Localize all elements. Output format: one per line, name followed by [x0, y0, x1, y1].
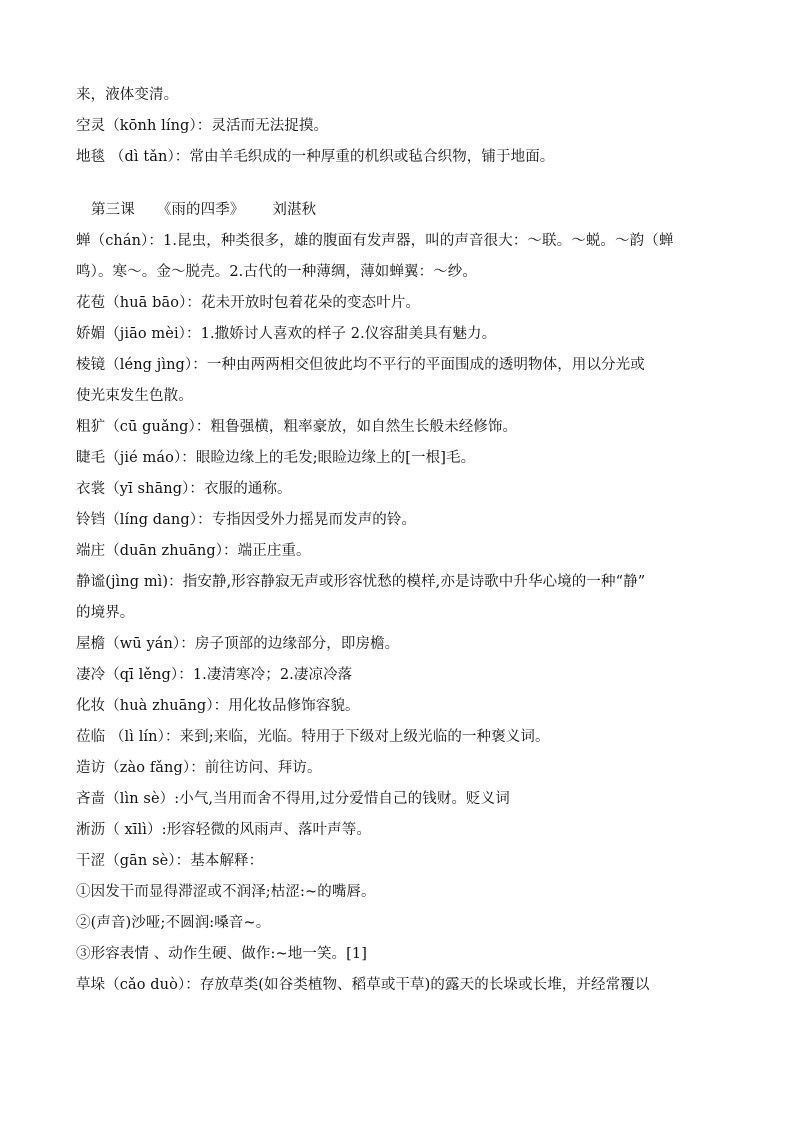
lesson-heading — [76, 195, 720, 226]
lesson-number: 第三课 — [91, 202, 135, 218]
vocab-entry: 淅沥（ xīlì）:形容轻微的风雨声、落叶声等。 — [76, 822, 371, 838]
vocab-entry: 静谧(jìng mì)：指安静,形容静寂无声或形容忧愁的模样,亦是诗歌中升华心境的一种“静” — [76, 574, 646, 590]
text-line: 来，液体变清。 — [76, 87, 179, 103]
vocab-entry: 粗犷（cū guǎng）：粗鲁强横，粗率豪放，如自然生长般未经修饰。 — [76, 419, 518, 435]
paragraph-gap — [76, 173, 720, 195]
vocab-entry: 凄冷（qī lěng）：1.凄清寒冷；2.凄凉冷落 — [76, 667, 353, 683]
document-body — [76, 80, 720, 1001]
vocab-entry: 棱镜（léng jìng）：一种由两两相交但彼此均不平行的平面围成的透明物体，用以分光或 — [76, 357, 645, 373]
lesson-title: 《雨的四季》 — [156, 202, 245, 218]
vocab-entry: 娇媚（jiāo mèi）：1.撒娇讨人喜欢的样子 2.仪容甜美具有魅力。 — [76, 326, 497, 342]
text-line: 空灵（kōnh líng）：灵活而无法捉摸。 — [76, 118, 329, 134]
vocab-entry: ②(声音)沙哑;不圆润:嗓音~。 — [76, 915, 271, 931]
vocab-entry: 花苞（huā bāo）：花未开放时包着花朵的变态叶片。 — [76, 295, 421, 311]
text-line: 地毯 （dì tǎn）：常由羊毛织成的一种厚重的机织或毡合织物，铺于地面。 — [76, 149, 555, 165]
vocab-entry: 睫毛（jié máo）：眼睑边缘上的毛发;眼睑边缘上的[一根]毛。 — [76, 450, 476, 466]
vocab-entry: 鸣）。寒～。金～脱壳。2.古代的一种薄绸，薄如蝉翼：～纱。 — [76, 264, 477, 280]
vocab-entry: ①因发干而显得滞涩或不润泽;枯涩:~的嘴唇。 — [76, 884, 376, 900]
vocab-entry: 干涩（gān sè）：基本解释： — [76, 853, 264, 869]
vocab-entry: 草垛（cǎo duò）：存放草类(如谷类植物、稻草或干草)的露天的长垛或长堆，并经常覆以 — [76, 977, 650, 993]
vocab-entry: 吝啬（lìn sè）:小气,当用而舍不得用,过分爱惜自己的钱财。贬义词 — [76, 791, 510, 807]
vocab-entry: ③形容表情 、动作生硬、做作:~地一笑。[1] — [76, 946, 367, 962]
vocab-entry: 衣裳（yī shāng）：衣服的通称。 — [76, 481, 292, 497]
vocab-entry: 铃铛（líng dang）：专指因受外力摇晃而发声的铃。 — [76, 512, 417, 528]
vocab-entry: 化妆（huà zhuāng）：用化妆品修饰容貌。 — [76, 698, 360, 714]
vocab-entry: 屋檐（wū yán）：房子顶部的边缘部分，即房檐。 — [76, 636, 400, 652]
vocab-entry: 造访（zào fǎng）：前往访问、拜访。 — [76, 760, 322, 776]
vocab-entry: 端庄（duān zhuāng）：端正庄重。 — [76, 543, 311, 559]
vocab-entry: 蝉（chán）：1.昆虫，种类很多，雄的腹面有发声器，叫的声音很大：～联。～蜕。～韵（蝉 — [76, 233, 674, 249]
vocab-entry: 的境界。 — [76, 605, 135, 621]
lesson-author: 刘湛秋 — [272, 202, 317, 218]
vocab-entry: 莅临 （lì lín）：来到;来临，光临。特用于下级对上级光临的一种褒义词。 — [76, 729, 550, 745]
vocab-entry: 使光束发生色散。 — [76, 388, 193, 404]
